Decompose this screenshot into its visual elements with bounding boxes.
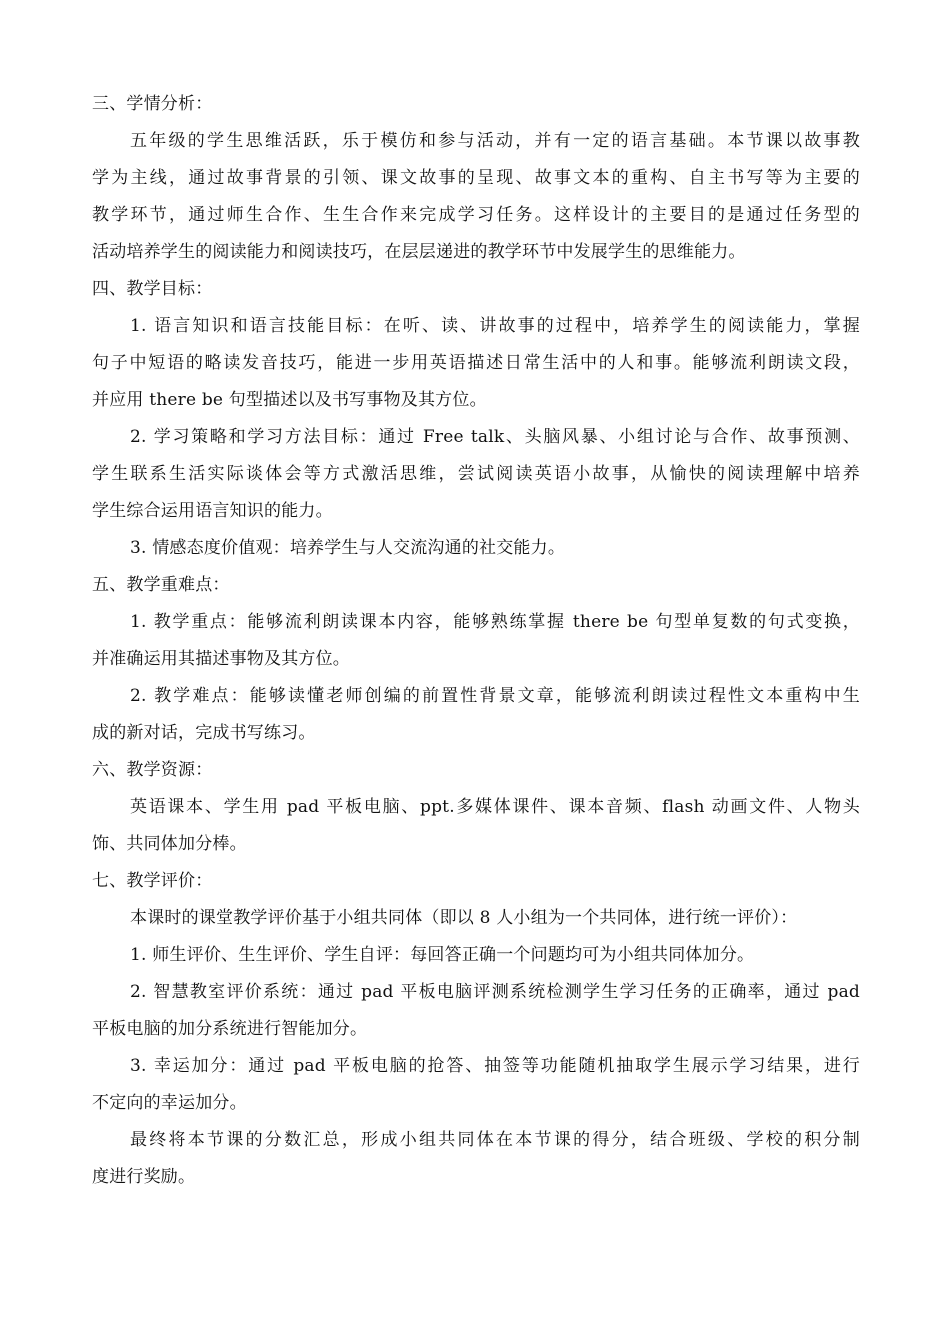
paragraph-line: 不定向的幸运加分。 [92, 1093, 247, 1113]
paragraph-line: 1. 师生评价、生生评价、学生自评：每回答正确一个问题均可为小组共同体加分。 [130, 945, 755, 965]
paragraph-line: 2. 智慧教室评价系统：通过 pad 平板电脑评测系统检测学生学习任务的正确率，通过 pad [130, 982, 860, 1002]
paragraph-line: 并准确运用其描述事物及其方位。 [92, 649, 350, 669]
paragraph-line: 学生联系生活实际谈体会等方式激活思维，尝试阅读英语小故事，从愉快的阅读理解中培养 [92, 464, 860, 484]
paragraph-line: 成的新对话，完成书写练习。 [92, 723, 316, 743]
section-heading-teaching-evaluation: 七、教学评价： [92, 871, 213, 891]
paragraph-line: 1. 教学重点：能够流利朗读课本内容，能够熟练掌握 there be 句型单复数的句式变换， [130, 612, 860, 632]
section-heading-teaching-resources: 六、教学资源： [92, 760, 213, 780]
paragraph-line: 最终将本节课的分数汇总，形成小组共同体在本节课的得分，结合班级、学校的积分制 [130, 1130, 860, 1150]
paragraph-line: 平板电脑的加分系统进行智能加分。 [92, 1019, 368, 1039]
paragraph-line: 活动培养学生的阅读能力和阅读技巧，在层层递进的教学环节中发展学生的思维能力。 [92, 242, 746, 262]
paragraph-line: 2. 教学难点：能够读懂老师创编的前置性背景文章，能够流利朗读过程性文本重构中生 [130, 686, 860, 706]
paragraph-line: 本课时的课堂教学评价基于小组共同体（即以 8 人小组为一个共同体，进行统一评价）： [130, 908, 798, 928]
paragraph-line: 1. 语言知识和语言技能目标：在听、读、讲故事的过程中，培养学生的阅读能力，掌握 [130, 316, 860, 336]
paragraph-line: 句子中短语的略读发音技巧，能进一步用英语描述日常生活中的人和事。能够流利朗读文段， [92, 353, 860, 373]
section-heading-key-difficult-points: 五、教学重难点： [92, 575, 230, 595]
paragraph-line: 度进行奖励。 [92, 1167, 196, 1187]
paragraph-line: 2. 学习策略和学习方法目标：通过 Free talk、头脑风暴、小组讨论与合作、故事预测、 [130, 427, 860, 447]
document-page [92, 86, 860, 1196]
paragraph-line: 3. 情感态度价值观：培养学生与人交流沟通的社交能力。 [130, 538, 566, 558]
paragraph-line: 学为主线，通过故事背景的引领、课文故事的呈现、故事文本的重构、自主书写等为主要的 [92, 168, 860, 188]
paragraph-line: 饰、共同体加分棒。 [92, 834, 247, 854]
paragraph-line: 英语课本、学生用 pad 平板电脑、ppt.多媒体课件、课本音频、flash 动画文件、人物头 [130, 797, 860, 817]
paragraph-line: 3. 幸运加分：通过 pad 平板电脑的抢答、抽签等功能随机抽取学生展示学习结果，进行 [130, 1056, 860, 1076]
paragraph-line: 并应用 there be 句型描述以及书写事物及其方位。 [92, 390, 487, 410]
paragraph-line: 教学环节，通过师生合作、生生合作来完成学习任务。这样设计的主要目的是通过任务型的 [92, 205, 860, 225]
section-heading-learner-analysis: 三、学情分析： [92, 94, 213, 114]
section-heading-teaching-objectives: 四、教学目标： [92, 279, 213, 299]
paragraph-line: 五年级的学生思维活跃，乐于模仿和参与活动，并有一定的语言基础。本节课以故事教 [130, 131, 860, 151]
paragraph-line: 学生综合运用语言知识的能力。 [92, 501, 333, 521]
